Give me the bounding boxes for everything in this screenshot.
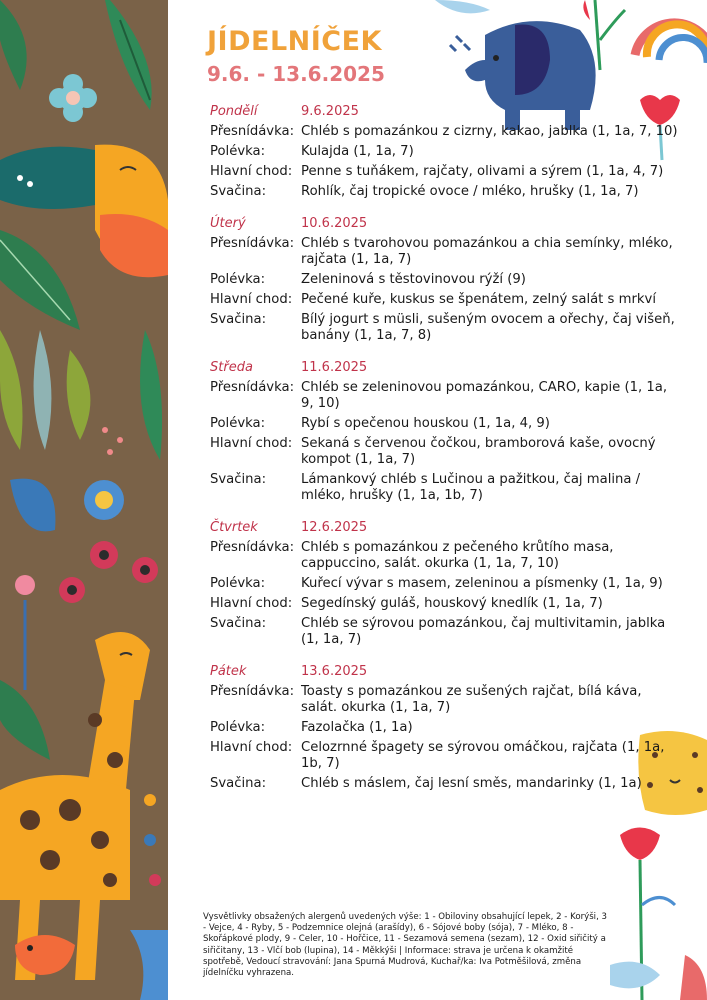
day-name: Úterý [210, 216, 246, 231]
meal-row [210, 236, 680, 268]
meal-row [210, 684, 680, 716]
meal-label: Polévka: [210, 720, 266, 735]
meal-text: Chléb s tvarohovou pomazánkou a chia semínky, mléko, rajčata (1, 1a, 7) [301, 236, 673, 267]
day-name: Středa [210, 360, 253, 375]
meal-text: Segedínský guláš, houskový knedlík (1, 1a, 7) [301, 596, 603, 611]
meal-label: Hlavní chod: [210, 740, 293, 755]
meal-row [210, 576, 680, 592]
day-heading [210, 360, 680, 380]
day-heading [210, 216, 680, 236]
meal-row [210, 436, 680, 468]
day-date: 12.6.2025 [301, 520, 368, 535]
meal-row [210, 596, 680, 612]
meal-row [210, 776, 680, 792]
meal-text: Kuřecí vývar s masem, zeleninou a písmenky (1, 1a, 9) [301, 576, 663, 591]
meal-row [210, 380, 680, 412]
meal-label: Přesnídávka: [210, 684, 295, 699]
date-range: 9.6. - 13.6.2025 [207, 62, 385, 86]
meal-text: Penne s tuňákem, rajčaty, olivami a sýrem (1, 1a, 4, 7) [301, 164, 664, 179]
meal-label: Přesnídávka: [210, 236, 295, 251]
meal-text: Zeleninová s těstovinovou rýží (9) [301, 272, 526, 287]
meal-row [210, 472, 680, 504]
meal-row [210, 540, 680, 572]
meal-row [210, 184, 680, 200]
meal-text: Chléb s máslem, čaj lesní směs, mandarinky (1, 1a) [301, 776, 642, 791]
meal-text: Fazolačka (1, 1a) [301, 720, 413, 735]
day-name: Pondělí [210, 104, 258, 119]
meal-row [210, 144, 680, 160]
meal-label: Přesnídávka: [210, 540, 295, 555]
meal-row [210, 616, 680, 648]
meal-text: Pečené kuře, kuskus se špenátem, zelný salát s mrkví [301, 292, 656, 307]
meal-label: Hlavní chod: [210, 292, 293, 307]
meal-label: Polévka: [210, 272, 266, 287]
meal-label: Polévka: [210, 416, 266, 431]
meal-text: Toasty s pomazánkou ze sušených rajčat, bílá káva, salát. okurka (1, 1a, 7) [301, 684, 642, 715]
day-date: 13.6.2025 [301, 664, 368, 679]
meal-label: Svačina: [210, 472, 267, 487]
meal-row [210, 720, 680, 736]
day-section [210, 104, 680, 200]
flower-icon [49, 74, 97, 122]
allergen-footer: Vysvětlivky obsažených alergenů uvedených výše: 1 - Obiloviny obsahující lepek, 2 - Korýši, 3 - Vejce, 4 - Ryby, 5 - Podzemnice olejná (arašídy), 6 - Sójové boby (sója), 7 - Mléko, 8 - Skořápkové plody, 9 - Celer, 10 - Hořčice, 11 - Sezamová semena (sezam), 12 - Oxid siřičitý a siřičitany, 13 - Vlčí bob (lupina), 14 - Měkkýši | Informace: strava je určena k okamžité spotřebě, Vedoucí stravování: Jana Spurná Mudrová, Kuchař/ka: Iva Potměšilová, změna jídelníčku vyhrazena. [203, 912, 608, 979]
meal-label: Svačina: [210, 616, 267, 631]
page-title: JÍDELNÍČEK [207, 26, 382, 57]
day-name: Pátek [210, 664, 247, 679]
meal-text: Kulajda (1, 1a, 7) [301, 144, 414, 159]
day-heading [210, 104, 680, 124]
day-section [210, 360, 680, 504]
decorative-strip [0, 0, 168, 1000]
meal-label: Přesnídávka: [210, 380, 295, 395]
jungle-illustration [0, 0, 168, 1000]
day-heading [210, 664, 680, 684]
meal-label: Hlavní chod: [210, 436, 293, 451]
meal-text: Chléb se zeleninovou pomazánkou, CARO, kapie (1, 1a, 9, 10) [301, 380, 668, 411]
meal-label: Hlavní chod: [210, 164, 293, 179]
meal-label: Polévka: [210, 576, 266, 591]
day-date: 10.6.2025 [301, 216, 368, 231]
meal-row [210, 124, 680, 140]
meal-text: Sekaná s červenou čočkou, bramborová kaše, ovocný kompot (1, 1a, 7) [301, 436, 656, 467]
menu-list [210, 104, 680, 808]
day-date: 11.6.2025 [301, 360, 368, 375]
day-heading [210, 520, 680, 540]
meal-text: Bílý jogurt s müsli, sušeným ovocem a ořechy, čaj višeň, banány (1, 1a, 7, 8) [301, 312, 675, 343]
meal-label: Hlavní chod: [210, 596, 293, 611]
meal-row [210, 740, 680, 772]
meal-label: Přesnídávka: [210, 124, 295, 139]
meal-text: Chléb s pomazánkou z pečeného krůtího masa, cappuccino, salát. okurka (1, 1a, 7, 10) [301, 540, 614, 571]
meal-row [210, 272, 680, 288]
meal-row [210, 416, 680, 432]
giraffe-icon [0, 632, 150, 980]
meal-text: Chléb se sýrovou pomazánkou, čaj multivitamin, jablka (1, 1a, 7) [301, 616, 666, 647]
day-section [210, 216, 680, 344]
meal-label: Svačina: [210, 184, 267, 199]
meal-text: Celozrnné špagety se sýrovou omáčkou, rajčata (1, 1a, 1b, 7) [301, 740, 665, 771]
meal-label: Polévka: [210, 144, 266, 159]
meal-text: Rybí s opečenou houskou (1, 1a, 4, 9) [301, 416, 550, 431]
meal-label: Svačina: [210, 312, 267, 327]
meal-row [210, 164, 680, 180]
meal-row [210, 312, 680, 344]
day-date: 9.6.2025 [301, 104, 359, 119]
rainbow-icon [635, 23, 707, 63]
day-section [210, 664, 680, 792]
meal-label: Svačina: [210, 776, 267, 791]
day-section [210, 520, 680, 648]
meal-text: Rohlík, čaj tropické ovoce / mléko, hrušky (1, 1a, 7) [301, 184, 639, 199]
meal-text: Chléb s pomazánkou z cizrny, kakao, jablka (1, 1a, 7, 10) [301, 124, 678, 139]
day-name: Čtvrtek [210, 520, 258, 535]
meal-text: Lámankový chléb s Lučinou a pažitkou, čaj malina / mléko, hrušky (1, 1a, 1b, 7) [301, 472, 641, 503]
meal-row [210, 292, 680, 308]
